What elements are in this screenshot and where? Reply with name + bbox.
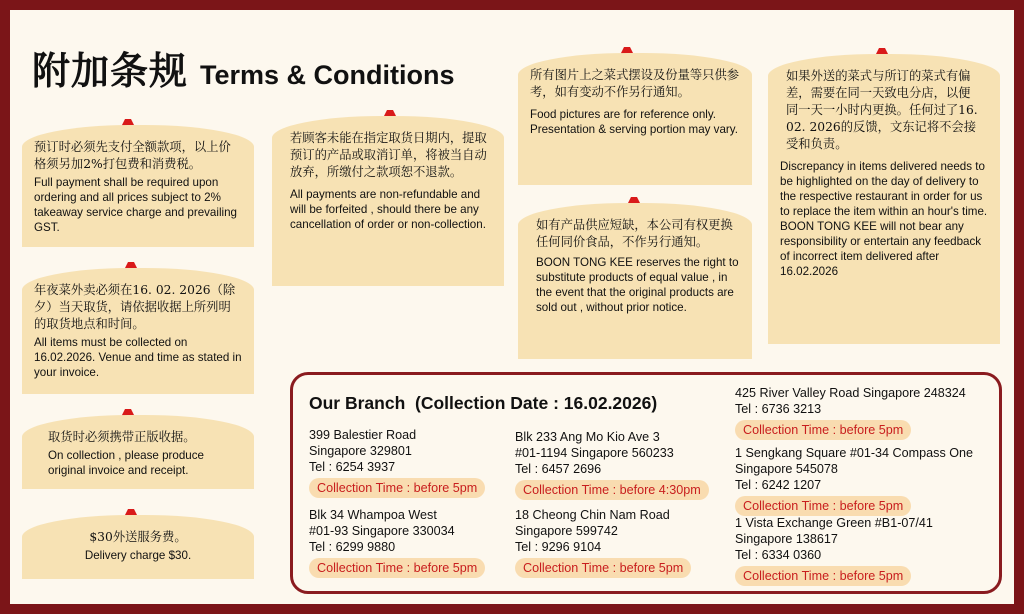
collection-time-badge: Collection Time : before 5pm	[735, 566, 911, 586]
note-cn: 若顾客未能在指定取货日期内，提取预订的产品或取消订单，将被当自动放弃，所缴付之款项恕不退款。	[290, 131, 487, 179]
note-cn: 预订时必须先支付全额款项，以上价格须另加2%打包费和消费税。	[34, 140, 231, 171]
branch-line: Singapore 329801	[309, 444, 412, 458]
branch-line: #01-93 Singapore 330034	[309, 524, 455, 538]
note-en: All items must be collected on 16.02.2026. Venue and time as stated in your invoice.	[34, 336, 242, 379]
branch-line: Tel : 6299 9880	[309, 540, 396, 554]
branch-line: Blk 233 Ang Mo Kio Ave 3	[515, 430, 660, 444]
note-en: BOON TONG KEE reserves the right to substitute products of equal value , in the event that the original products are sold out , without prior notice.	[536, 256, 739, 314]
note-cn: 如有产品供应短缺，本公司有权更换任何同价食品，不作另行通知。	[536, 218, 733, 249]
title-english: Terms & Conditions	[200, 60, 455, 90]
note-cn: 如果外送的菜式与所订的菜式有偏差，需要在同一天致电分店，以便同一天一小时内更换。任何过了16. 02. 2026的反馈，文东记将不会接受和负责。	[786, 69, 978, 151]
note-en: Full payment shall be required upon ordering and all prices subject to 2% takeaway service charge and prevailing GST.	[34, 176, 238, 234]
note-en: On collection , please produce original invoice and receipt.	[48, 449, 204, 477]
note-collection-date	[22, 268, 254, 394]
branch-heading: Our Branch	[309, 393, 406, 413]
branch-line: 425 River Valley Road Singapore 248324	[735, 386, 966, 400]
branch-line: 18 Cheong Chin Nam Road	[515, 508, 670, 522]
note-cn: 所有图片上之菜式摆设及份量等只供参考，如有变动不作另行通知。	[530, 68, 740, 99]
branch-line: 399 Balestier Road	[309, 428, 417, 442]
note-cn: $30外送服务费。	[89, 530, 187, 544]
note-non-refundable	[272, 116, 504, 286]
branch-line: 1 Vista Exchange Green #B1-07/41	[735, 516, 933, 530]
branch-title	[309, 393, 657, 414]
collection-time-badge: Collection Time : before 5pm	[309, 478, 485, 498]
branch-line: #01-1194 Singapore 560233	[515, 446, 674, 460]
branch-vista-exchange	[735, 515, 933, 586]
branch-ang-mo-kio	[515, 429, 709, 500]
branch-line: Tel : 6457 2696	[515, 462, 602, 476]
collection-time-badge: Collection Time : before 5pm	[515, 558, 691, 578]
branch-river-valley	[735, 385, 966, 440]
page-title	[32, 40, 455, 95]
branch-line: 1 Sengkang Square #01-34 Compass One	[735, 446, 974, 460]
note-food-pictures	[518, 53, 752, 185]
branch-line: Blk 34 Whampoa West	[309, 508, 437, 522]
note-en: Food pictures are for reference only. Presentation & serving portion may vary.	[530, 108, 738, 136]
branch-cheong-chin-nam	[515, 507, 691, 578]
note-substitute	[518, 203, 752, 359]
collection-date: (Collection Date : 16.02.2026)	[415, 393, 658, 413]
note-en: Discrepancy in items delivered needs to be highlighted on the day of delivery to the respective restaurant in order for us to replace the item within an hour's time. BOON TONG KEE will not bear any responsibility or entertain any feedback of incorrect item delivered after 16.02.2026	[780, 160, 988, 278]
branch-line: Tel : 6736 3213	[735, 402, 822, 416]
note-en: All payments are non-refundable and will be forfeited , should there be any cancellation of order or non-collection.	[290, 188, 486, 231]
branch-line: Singapore 138617	[735, 532, 838, 546]
collection-time-badge: Collection Time : before 5pm	[309, 558, 485, 578]
note-invoice	[22, 415, 254, 489]
branch-line: Tel : 6242 1207	[735, 478, 822, 492]
title-chinese: 附加条规	[32, 49, 189, 93]
branch-line: Tel : 9296 9104	[515, 540, 602, 554]
collection-time-badge: Collection Time : before 5pm	[735, 420, 911, 440]
branch-line: Tel : 6254 3937	[309, 460, 396, 474]
note-full-payment	[22, 125, 254, 247]
branch-section	[290, 372, 1002, 594]
branch-line: Tel : 6334 0360	[735, 548, 822, 562]
branch-line: Singapore 545078	[735, 462, 838, 476]
branch-balestier	[309, 427, 485, 498]
note-cn: 年夜菜外卖必须在16. 02. 2026（除夕）当天取货，请依据收据上所列明的取货地点和时间。	[34, 283, 236, 331]
collection-time-badge: Collection Time : before 5pm	[735, 496, 911, 516]
note-delivery-charge	[22, 515, 254, 579]
collection-time-badge: Collection Time : before 4:30pm	[515, 480, 709, 500]
note-discrepancy	[768, 54, 1000, 344]
note-en: Delivery charge $30.	[84, 549, 192, 562]
branch-line: Singapore 599742	[515, 524, 618, 538]
branch-whampoa	[309, 507, 485, 578]
branch-sengkang	[735, 445, 973, 516]
note-cn: 取货时必须携带正版收据。	[48, 430, 196, 444]
